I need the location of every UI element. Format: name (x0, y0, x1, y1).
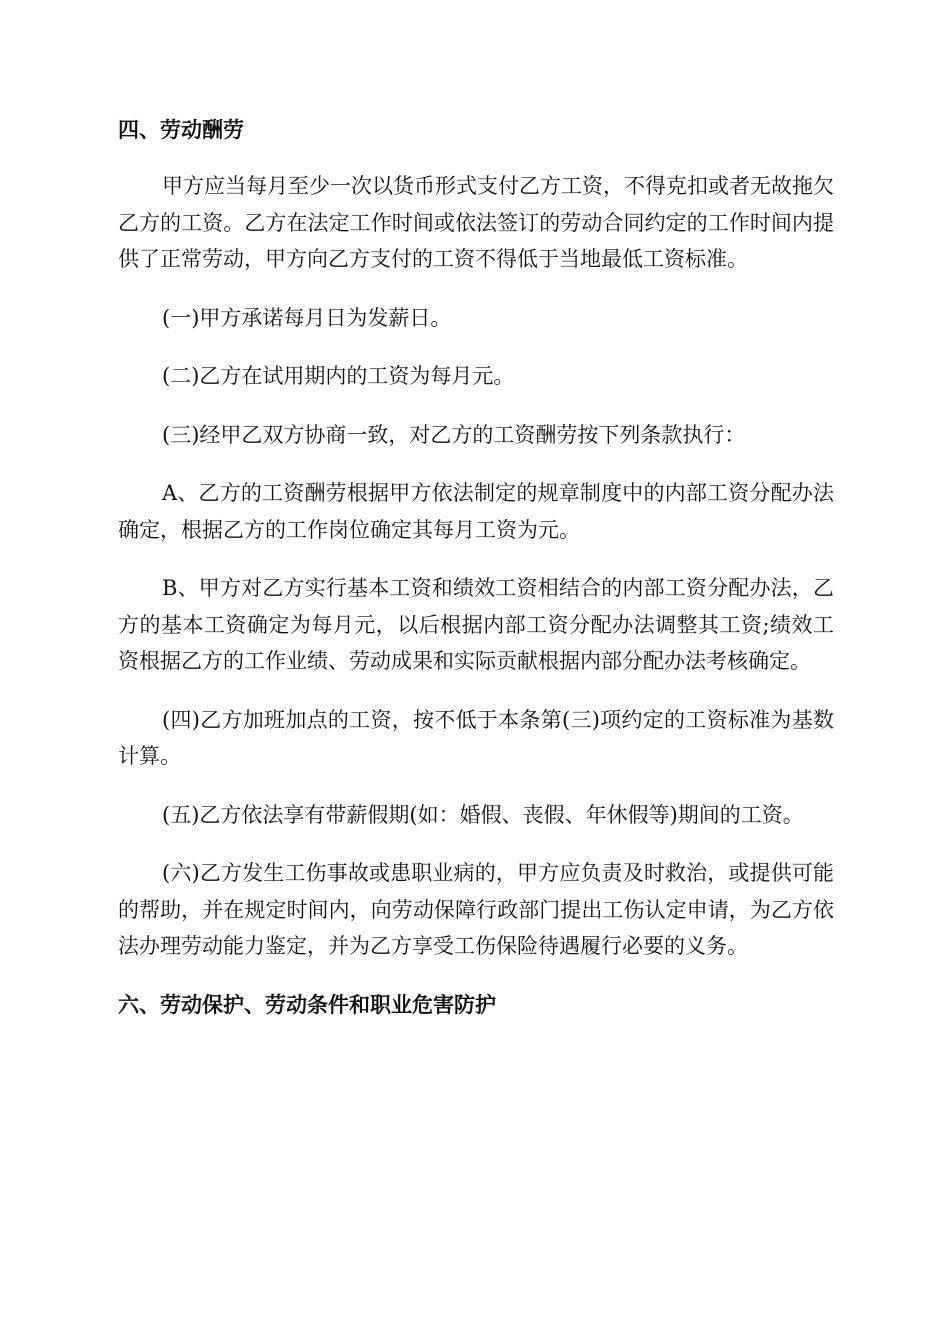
paragraph-item-3: (三)经甲乙双方协商一致，对乙方的工资酬劳按下列条款执行： (162, 422, 746, 447)
paragraph-item-6: (六)乙方发生工伤事故或患职业病的，甲方应负责及时救治，或提供可能的帮助，并在规定时间内，向劳动保障行政部门提出工伤认定申请，为乙方依法办理劳动能力鉴定，并为乙方享受工伤保险待遇履行必要的义务。 (118, 861, 834, 958)
section-heading-6: 六、劳动保护、劳动条件和职业危害防护 (118, 992, 496, 1017)
paragraph-item-1: (一)甲方承诺每月日为发薪日。 (162, 305, 452, 330)
paragraph-intro: 甲方应当每月至少一次以货币形式支付乙方工资，不得克扣或者无故拖欠乙方的工资。乙方在法定工作时间或依法签订的劳动合同约定的工作时间内提供了正常劳动，甲方向乙方支付的工资不得低于当地最低工资标准。 (118, 174, 834, 271)
section-heading-4: 四、劳动酬劳 (118, 118, 244, 142)
paragraph-item-a: A、乙方的工资酬劳根据甲方依法制定的规章制度中的内部工资分配办法确定，根据乙方的工作岗位确定其每月工资为元。 (118, 481, 834, 542)
paragraph-item-4: (四)乙方加班加点的工资，按不低于本条第(三)项约定的工资标准为基数计算。 (118, 707, 834, 768)
paragraph-item-5: (五)乙方依法享有带薪假期(如：婚假、丧假、年休假等)期间的工资。 (162, 802, 804, 827)
paragraph-item-2: (二)乙方在试用期内的工资为每月元。 (162, 364, 515, 388)
paragraph-item-b: B、甲方对乙方实行基本工资和绩效工资相结合的内部工资分配办法，乙方的基本工资确定为每月元，以后根据内部工资分配办法调整其工资;绩效工资根据乙方的工作业绩、劳动成果和实际贡献根据内部分配办法考核确定。 (118, 576, 834, 673)
document-body (118, 112, 834, 1023)
